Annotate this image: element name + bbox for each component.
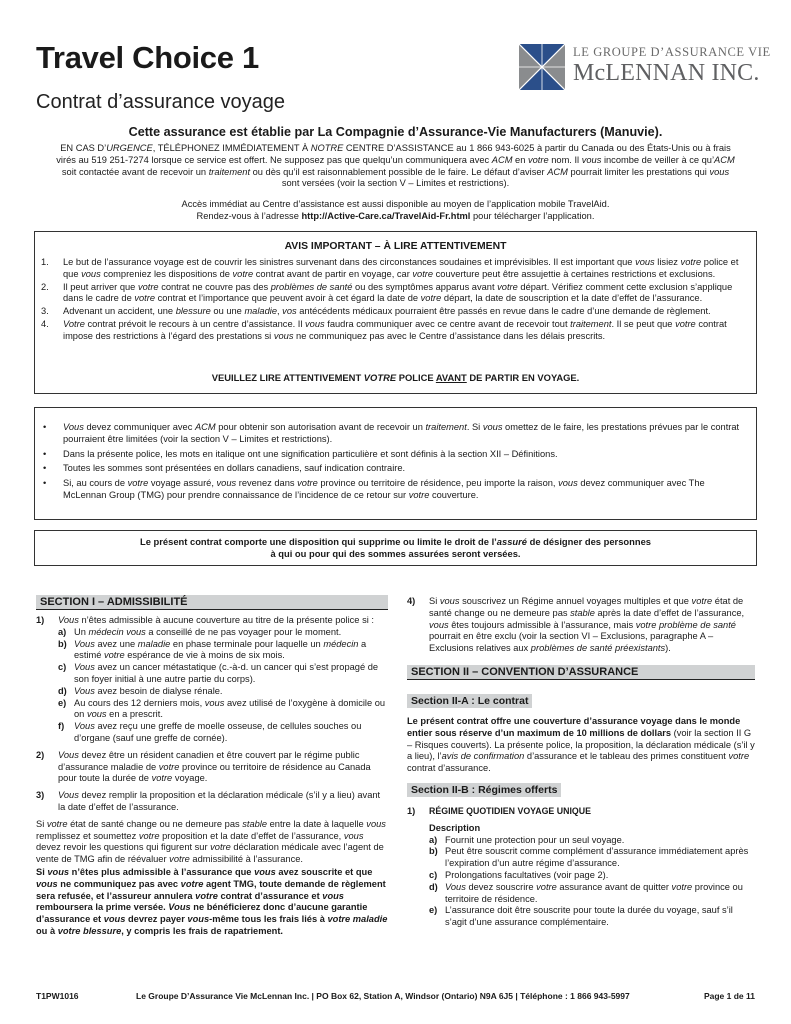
sub-item-letter: f): [58, 721, 65, 732]
text-run: avez utilisé de l’oxygène à domicile ou on: [74, 697, 386, 720]
text-run: Si: [36, 818, 47, 829]
emphasis-text: URGENCE: [106, 143, 153, 153]
text-run: L’assurance doit être souscrite pour toute la durée du voyage, sauf s’il s’agit d’une assurance complémentaire.: [445, 905, 733, 928]
notice-footer-post: DE PARTIR EN VOYAGE.: [466, 372, 580, 383]
text-run: Un: [74, 626, 89, 637]
contract-bold-text: Le présent contrat offre une couverture d’assurance voyage dans le monde entier sous réserve d’un maximum de 10 millions de dollars: [407, 716, 741, 738]
eligibility-item-4-text: [429, 596, 755, 655]
text-run: Le but de l’assurance voyage est de couvrir les sinistres survenant dans des circonstances soudaines et imprévisibles. Il est important que: [63, 257, 636, 267]
eligibility-change-paragraph: [36, 819, 388, 866]
emphasis-text: ACM: [194, 422, 216, 432]
notice-item: [41, 306, 751, 318]
text-run: avez souscrite et que: [275, 866, 373, 877]
logo-line-1: LE GROUPE D’ASSURANCE VIE: [573, 45, 771, 59]
text-run: devez communiquer avec: [83, 422, 195, 432]
travelaid-access: [56, 199, 735, 223]
text-run: contrat d’assurance et: [217, 890, 323, 901]
text-run: , TÉLÉPHONEZ IMMÉDIATEMENT À: [152, 143, 311, 153]
item-number: 2): [36, 749, 45, 760]
text-run: Toutes les sommes sont présentées en dollars canadiens, sauf indication contraire.: [63, 463, 406, 474]
text-run: espérance de vie à moins de six mois.: [124, 650, 285, 661]
emphasis-text: problèmes de santé: [270, 281, 353, 292]
item-number: 4): [407, 596, 416, 606]
emphasis-text: votre: [137, 281, 159, 292]
emphasis-text: Vous: [74, 721, 95, 732]
text-run: contrat impose des restrictions à l’égard des prestations si: [63, 318, 727, 341]
text-run: pourrait limiter les prestations qui: [567, 166, 710, 177]
text-run: antécédents médicaux pourraient être passés en revue dans le cadre d’une demande de règlement.: [296, 306, 711, 317]
text-run: remplissez et soumettez: [36, 830, 139, 841]
emphasis-text: traitement: [425, 422, 467, 432]
text-run: contrat et l’importance que peuvent avoir à cet égard la date de: [155, 293, 421, 304]
emphasis-text: vous: [103, 914, 126, 925]
text-run: Peut être souscrit comme complément d’assurance immédiatement après l’expiration d’un autre régime d’assurance.: [445, 846, 749, 869]
designation-notice-box: [34, 530, 757, 566]
text-run: avez une: [94, 638, 138, 649]
emphasis-text: votre: [134, 293, 155, 304]
emphasis-text: votre: [195, 890, 218, 901]
text-run: devez communiquer avec The McLennan Group (TMG) pour prendre connaissance de l’incidence de ce retour sur: [63, 478, 705, 500]
text-run: avez un cancer métastatique (c.-à-d. un cancer qui s’est propagé de son foyer initial à une autre partie du corps).: [74, 662, 379, 684]
emphasis-text: vous: [216, 478, 237, 489]
text-run: police et que: [63, 257, 739, 279]
emphasis-text: ACM: [714, 154, 735, 165]
designation-line-2: à qui ou pour qui des sommes assurées seront versées.: [270, 548, 521, 559]
sub-item-letter: a): [58, 626, 67, 637]
emphasis-text: votre: [728, 751, 750, 762]
emphasis-text: votre: [297, 478, 318, 489]
sub-item-letter: d): [58, 685, 67, 696]
emphasis-text: Votre: [63, 318, 85, 329]
document-title: Travel Choice 1: [36, 40, 259, 75]
text-run: Si: [36, 866, 48, 877]
text-run: devez revoir les questions qui figurent sur: [36, 842, 211, 853]
section-2b-heading: Section II-B : Régimes offerts: [407, 783, 561, 797]
emphasis-text: ACM: [547, 166, 568, 177]
travelaid-url-link[interactable]: http://Active-Care.ca/TravelAid-Fr.html: [301, 210, 471, 221]
text-run: ).: [665, 643, 671, 654]
text-run: nom. Il: [548, 154, 582, 165]
eligibility-item-4: [407, 596, 755, 655]
eligibility-item-2-text: [58, 750, 388, 785]
text-run: ne bénéficierez donc d’aucune garantie d’assurance et: [36, 902, 368, 925]
key-points-list: [43, 422, 749, 505]
emphasis-text: vous: [86, 709, 107, 720]
mclennan-logo: [519, 44, 771, 90]
text-run: pour obtenir son autorisation avant de recevoir un: [215, 422, 426, 432]
emphasis-text: vous: [558, 478, 578, 489]
emphasis-text: problèmes de santé préexistants: [530, 643, 666, 654]
emphasis-text: votre: [420, 293, 442, 304]
emphasis-text: médecin: [88, 626, 124, 637]
emphasis-text: Vous: [58, 790, 79, 801]
sub-item-letter: c): [429, 869, 438, 880]
emphasis-text: maladie: [244, 306, 277, 317]
emphasis-text: votre: [210, 842, 231, 853]
text-run: , y compris les frais de rapatriement.: [121, 925, 283, 936]
emphasis-text: votre: [412, 268, 434, 279]
text-run: n’êtes admissible à aucune couverture au titre de la présente police si :: [78, 615, 374, 625]
plan-item-1: [407, 806, 755, 929]
emphasis-text: Vous: [445, 881, 466, 892]
bullet-item: [43, 422, 749, 446]
emphasis-text: vous: [343, 830, 364, 841]
emphasis-text: Vous: [74, 662, 95, 673]
sub-item-letter: e): [58, 697, 67, 708]
item-number: 1): [407, 806, 416, 816]
text-run: incombe de veiller à ce qu’: [601, 154, 715, 165]
emphasis-text: vos: [282, 306, 297, 317]
bullet-item: [43, 463, 749, 475]
text-run: état de santé change ou ne demeure pas: [67, 818, 243, 829]
emphasis-text: vous: [482, 422, 503, 432]
emphasis-text: Vous: [63, 422, 84, 432]
left-column: [36, 615, 388, 938]
text-run: après la date d’effet de l’assurance,: [594, 607, 745, 618]
text-run: province ou territoire de résidence.: [445, 881, 743, 904]
text-run: Si: [429, 596, 440, 606]
bullet-item: [43, 449, 749, 461]
sub-item-letter: e): [429, 905, 438, 916]
designation-line-1-post: de désigner des personnes: [527, 536, 652, 547]
sub-item-letter: b): [58, 638, 67, 649]
sub-item-letter: a): [429, 834, 438, 845]
eligibility-warning-paragraph: [36, 867, 388, 938]
travelaid-line-2: [56, 211, 735, 223]
eligibility-sublist: [58, 627, 388, 745]
emphasis-text: votre: [103, 650, 125, 661]
plan-description-label: Description: [429, 822, 481, 833]
text-run: compreniez les dispositions de: [100, 268, 233, 279]
emphasis-text: traitement: [208, 166, 251, 177]
emphasis-text: votre maladie: [327, 914, 388, 925]
text-run: êtes toujours admissible à l’assurance, mais: [448, 619, 636, 630]
item-number: 1.: [41, 257, 49, 267]
travelaid-line-2-suffix: pour télécharger l’application.: [470, 210, 595, 221]
emphasis-text: votre: [675, 318, 696, 329]
text-run: -même tous les frais liés à: [209, 914, 328, 925]
footer-page-number: Page 1 de 11: [703, 991, 755, 1001]
text-run: état de santé change ou ne demeure pas: [429, 596, 744, 618]
text-run: EN CAS D’: [60, 143, 107, 153]
text-run: entre la date à laquelle: [267, 818, 367, 829]
important-notice-footer: [35, 372, 756, 383]
sub-item: [58, 721, 388, 745]
emphasis-text: Vous: [58, 615, 79, 625]
text-run: a conseillé de ne pas voyager pour le moment.: [145, 626, 342, 637]
emphasis-text: Vous: [58, 749, 79, 760]
sub-item: [58, 698, 388, 722]
text-run: sont versées (voir la section V – Limites et restrictions).: [281, 178, 510, 189]
emphasis-text: votre: [671, 881, 693, 892]
emphasis-text: stable: [570, 607, 595, 618]
sub-item-letter: d): [429, 881, 438, 892]
emphasis-text: vous: [123, 626, 146, 637]
emphasis-text: votre: [127, 478, 149, 489]
text-run: ne communiquez pas avec le Centre d’assistance dans les délais prescrits.: [293, 330, 606, 341]
text-run: Il peut arriver que: [63, 281, 138, 292]
emergency-instructions: [56, 143, 735, 190]
emphasis-text: vous: [581, 154, 602, 165]
sub-item: [429, 882, 755, 906]
emphasis-text: traitement: [570, 318, 612, 329]
emphasis-text: NOTRE: [310, 143, 344, 153]
bullet-icon: •: [43, 448, 47, 459]
emphasis-text: vous: [322, 890, 344, 901]
text-run: Prolongations facultatives (voir page 2).: [445, 869, 609, 880]
bullet-icon: •: [43, 422, 47, 432]
item-number: 2.: [41, 281, 49, 292]
emphasis-text: vous: [204, 697, 225, 708]
text-run: en a prescrit.: [106, 709, 163, 720]
designation-line-1-pre: Le présent contrat comporte une disposition qui supprime ou limite le droit de l’: [139, 536, 497, 547]
plan-description: [407, 806, 755, 929]
sub-item: [429, 835, 755, 847]
designation-notice-text: [35, 536, 756, 560]
emphasis-text: votre: [158, 761, 180, 772]
item-number: 3): [36, 790, 45, 801]
text-run: proposition et la date d’effet de l’assurance,: [159, 830, 344, 841]
bullet-icon: •: [43, 463, 47, 474]
sub-item: [429, 870, 755, 882]
text-run: devez être un résident canadien et être couvert par le régime public d’assurance maladie de: [58, 749, 360, 772]
text-run: ou des symptômes apparus avant: [352, 281, 498, 292]
item-number: 3.: [41, 306, 49, 317]
text-run: agent TMG, toute demande de règlement sera refusée, et l’assureur annulera: [36, 878, 386, 901]
text-run: remboursera la prime versée.: [36, 902, 169, 913]
text-run: couverture.: [429, 489, 479, 500]
text-run: Au cours des 12 derniers mois,: [74, 697, 205, 708]
designation-line-1-em: assuré: [496, 536, 528, 547]
text-run: pourrait en être exclu (voir la section VI – Exclusions, paragraphe A – Exclusions relatives aux: [429, 631, 714, 654]
emphasis-text: blessure: [175, 306, 211, 317]
sub-item: [429, 905, 755, 929]
text-run: voyage assuré,: [148, 478, 217, 489]
text-run: revenez dans: [236, 478, 298, 489]
text-run: soit contactée avant de recevoir un: [61, 166, 209, 177]
emphasis-text: vous: [81, 268, 101, 279]
text-run: Fournit une protection pour un seul voyage.: [445, 834, 625, 845]
emphasis-text: maladie: [137, 638, 171, 649]
text-run: Advenant un accident, une: [63, 306, 176, 317]
emphasis-text: votre: [151, 773, 173, 784]
text-run: ou dès qu’il est raisonnablement possible de le faire. Le défaut d’aviser: [250, 166, 548, 177]
sub-item: [58, 662, 388, 686]
emphasis-text: Vous: [74, 685, 95, 696]
text-run: avez reçu une greffe de moelle osseuse, de cellules souches ou d’organe (sauf une greffe de cornée).: [74, 721, 362, 743]
section-2a-heading: Section II-A : Le contrat: [407, 694, 532, 708]
designation-line-1: [35, 536, 756, 548]
contract-paragraph: [407, 716, 755, 775]
notice-item: [41, 282, 751, 306]
emphasis-text: votre: [180, 878, 204, 889]
document-subtitle: Contrat d’assurance voyage: [36, 91, 286, 113]
text-run: contrat ne couvre pas des: [158, 281, 271, 292]
sub-item: [58, 627, 388, 639]
text-run: ou à: [36, 925, 58, 936]
section-1-heading: SECTION I – ADMISSIBILITÉ: [36, 595, 388, 610]
emphasis-text: votre: [527, 154, 549, 165]
text-run: admissibilité à l’assurance.: [189, 854, 304, 865]
text-run: (voir la section II G – Risques couverts). La présente police, la proposition, la déclaration médicale (s’il y a lieu), l’: [407, 727, 755, 762]
text-run: province ou territoire de résidence, peu importe la raison,: [317, 478, 559, 489]
sub-item: [58, 639, 388, 663]
text-run: déclaration médicale avec l’agent de vente de TMG afin de réévaluer: [36, 842, 384, 865]
text-run: contrat d’assurance.: [407, 763, 491, 774]
text-run: ,: [277, 306, 283, 317]
important-notice-list: [41, 257, 751, 344]
logo-mark-icon: [519, 44, 565, 90]
emphasis-text: vous: [635, 257, 655, 267]
text-run: souscrivez un Régime annuel voyages multiples et que: [459, 596, 692, 606]
text-run: ne communiquez pas avec: [57, 878, 181, 889]
text-run: devez remplir la proposition et la déclaration médicale (s’il y a lieu) avant la date d’effet de l’assurance.: [58, 790, 381, 812]
text-run: n’êtes plus admissible à l’assurance que: [69, 866, 255, 877]
section-2-heading: SECTION II – CONVENTION D’ASSURANCE: [407, 665, 755, 680]
plan-sublist: [429, 835, 755, 929]
emphasis-text: vous: [305, 318, 325, 329]
text-run: lisiez: [654, 257, 681, 267]
text-run: départ, la date de souscription et la date d’effet de l’assurance.: [441, 293, 703, 304]
text-run: devez souscrire: [465, 881, 537, 892]
sub-item-letter: b): [429, 846, 438, 857]
text-run: omettez de le faire, les prestations prévues par le contrat pourraient être limitées (voir la section V – Limites et restrictions).: [63, 422, 740, 444]
text-run: en: [512, 154, 528, 165]
text-run: ou une: [210, 306, 245, 317]
eligibility-item-2: [36, 750, 388, 785]
key-points-box: [34, 407, 757, 520]
bullet-item: [43, 478, 749, 502]
emphasis-text: vous: [439, 596, 460, 606]
text-run: assurance avant de quitter: [556, 881, 672, 892]
important-notice-box: [34, 231, 757, 394]
text-run: en phase terminale pour laquelle un: [170, 638, 324, 649]
text-run: faudra communiquer avec ce centre avant de recevoir tout: [324, 318, 571, 329]
notice-footer-pre: VEUILLEZ LIRE ATTENTIVEMENT: [211, 372, 364, 383]
eligibility-item-3: [36, 790, 388, 814]
emphasis-text: avis de confirmation: [441, 751, 525, 762]
important-notice-title: AVIS IMPORTANT – À LIRE ATTENTIVEMENT: [284, 241, 507, 252]
text-run: départ. Vérifiez comment cette exclusion s’applique dans le cadre de: [63, 281, 733, 304]
sub-item-letter: c): [58, 662, 67, 673]
emphasis-text: votre: [497, 281, 518, 292]
item-number: 1): [36, 615, 45, 625]
emphasis-text: Vous: [168, 902, 191, 913]
emphasis-text: votre: [169, 854, 190, 865]
text-run: a estimé: [74, 638, 367, 661]
travelaid-line-2-prefix: Rendez-vous à l’adresse: [196, 210, 302, 221]
emphasis-text: votre problème de santé: [635, 619, 736, 630]
emphasis-text: médecin: [323, 638, 359, 649]
notice-item: [41, 319, 751, 343]
plan-title: RÉGIME QUOTIDIEN VOYAGE UNIQUE: [429, 806, 591, 816]
notice-item: [41, 257, 751, 281]
text-run: contrat prévoit le recours à un centre d’assistance. Il: [84, 318, 306, 329]
issuer-statement: Cette assurance est établie par La Compagnie d’Assurance-Vie Manufacturers (Manuvie).: [128, 125, 663, 139]
item-number: 4.: [41, 318, 49, 329]
notice-footer-underline: AVANT: [435, 372, 467, 383]
emphasis-text: votre: [691, 596, 713, 606]
text-run: voyage.: [172, 773, 208, 784]
notice-footer-em: VOTRE: [363, 372, 397, 383]
emphasis-text: vous: [709, 166, 730, 177]
emphasis-text: stable: [242, 818, 268, 829]
text-run: Dans la présente police, les mots en italique ont une signification particulière et sont définis à la section XII – Définitions.: [63, 448, 558, 459]
footer-code: T1PW1016: [36, 991, 79, 1001]
emphasis-text: votre: [680, 257, 702, 267]
eligibility-item-3-text: [58, 790, 388, 814]
text-run: avez besoin de dialyse rénale.: [94, 685, 223, 696]
emphasis-text: ACM: [491, 154, 513, 165]
right-column-item-4: [407, 596, 755, 655]
emphasis-text: vous: [36, 878, 58, 889]
emphasis-text: votre: [232, 268, 254, 279]
emphasis-text: votre: [138, 830, 160, 841]
text-run: couverture peut être assujettie à certaines restrictions et exclusions.: [433, 268, 716, 279]
emphasis-text: vous: [254, 866, 276, 877]
bullet-icon: •: [43, 478, 47, 489]
emphasis-text: votre: [536, 881, 557, 892]
text-run: contrat avant de partir en voyage, car: [253, 268, 413, 279]
emphasis-text: vous: [273, 330, 294, 341]
eligibility-item-1-lead: [58, 615, 388, 627]
sub-item: [429, 846, 755, 870]
emphasis-text: votre: [408, 489, 430, 500]
sub-item: [58, 686, 388, 698]
text-run: province ou territoire de résidence au Canada pour toute la durée de: [58, 761, 371, 784]
travelaid-line-1: Accès immédiat au Centre d’assistance est aussi disponible au moyen de l’application mobile TravelAid.: [181, 199, 610, 209]
emphasis-text: Vous: [74, 638, 95, 649]
text-run: CENTRE D’ASSISTANCE au 1 866 943-6025 à partir du Canada ou des États-Unis ou à frais virés au 519 251-7274 lorsque ce service est offert. Ne supposez pas que quelqu’un communiquera avec: [56, 143, 731, 165]
emphasis-text: vous: [47, 866, 70, 877]
emphasis-text: vous: [429, 619, 449, 630]
emphasis-text: votre: [46, 818, 68, 829]
text-run: d’assurance et le tableau des primes constituent: [524, 751, 729, 762]
text-run: devrez payer: [125, 914, 188, 925]
notice-footer-mid: POLICE: [396, 372, 436, 383]
emphasis-text: vous: [187, 914, 210, 925]
text-run: . Si: [466, 422, 483, 432]
emphasis-text: vous: [366, 818, 386, 829]
eligibility-item-1: [36, 615, 388, 745]
text-run: . Il se peut que: [611, 318, 676, 329]
emphasis-text: votre blessure: [57, 925, 122, 936]
footer-address: Le Groupe D’Assurance Vie McLennan Inc. | PO Box 62, Station A, Windsor (Ontario) N9A 6J5 | Téléphone : 1 866 943-5997: [136, 991, 630, 1001]
logo-line-2: McLENNAN INC.: [573, 60, 760, 86]
text-run: Si, au cours de: [63, 478, 128, 489]
